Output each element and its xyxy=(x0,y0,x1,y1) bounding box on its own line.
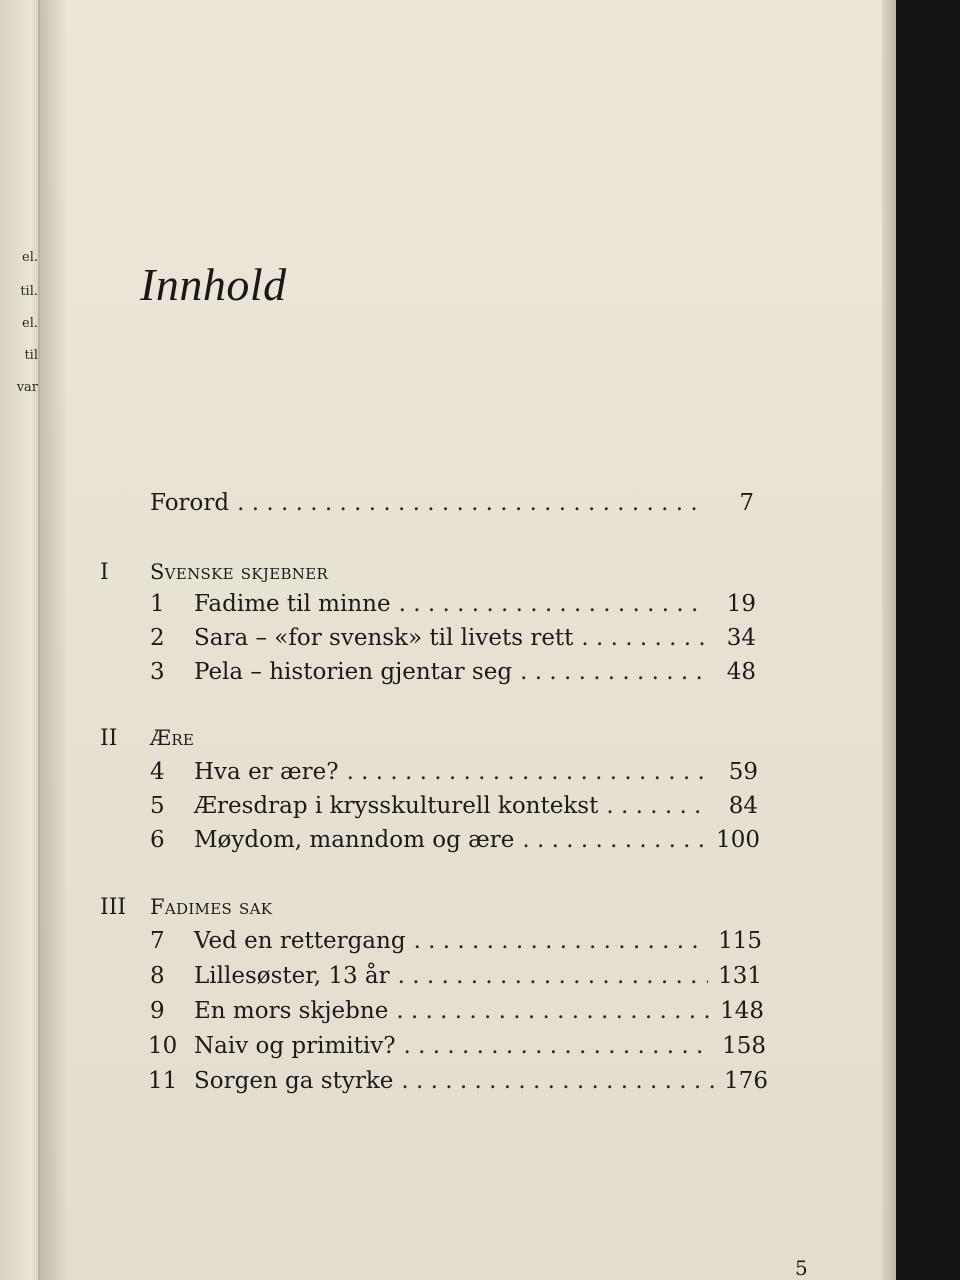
toc-entry-page: 34 xyxy=(726,625,756,651)
toc-entry-label: Hva er ære? xyxy=(194,759,339,785)
page-title: Innhold xyxy=(140,259,287,310)
book-page xyxy=(40,0,890,1280)
toc-entry-page: 48 xyxy=(726,659,756,685)
chapter-number: 2 xyxy=(150,625,165,651)
toc-entry xyxy=(194,1033,766,1059)
toc-entry-label: Sara – «for svensk» til livets rett xyxy=(194,625,574,651)
page-number: 5 xyxy=(795,1256,808,1280)
toc-entry-label: Æresdrap i krysskulturell kontekst xyxy=(194,793,599,819)
toc-entry-foreword xyxy=(150,490,754,516)
part-numeral: II xyxy=(100,726,118,751)
left-page-fragment: var xyxy=(16,380,38,395)
toc-entry-label: Naiv og primitiv? xyxy=(194,1033,396,1059)
toc-entry-label: Møydom, manndom og ære xyxy=(194,827,515,853)
toc-entry xyxy=(194,659,756,685)
chapter-number: 7 xyxy=(150,928,165,954)
chapter-number: 5 xyxy=(150,793,165,819)
toc-leader-dots xyxy=(414,928,709,954)
toc-entry-label: Ved en rettergang xyxy=(194,928,406,954)
part-numeral: I xyxy=(100,560,109,585)
left-page-fragment: til. xyxy=(20,284,38,299)
toc-entry xyxy=(194,827,760,853)
toc-leader-dots xyxy=(606,793,708,819)
toc-entry-page: 131 xyxy=(718,963,762,989)
chapter-number: 6 xyxy=(150,827,165,853)
toc-entry xyxy=(194,998,764,1024)
toc-leader-dots xyxy=(399,591,706,617)
toc-entry-label: En mors skjebne xyxy=(194,998,389,1024)
chapter-number: 4 xyxy=(150,759,165,785)
toc-entry-page: 84 xyxy=(728,793,758,819)
toc-entry-label: Sorgen ga styrke xyxy=(194,1068,394,1094)
chapter-number: 1 xyxy=(150,591,165,617)
toc-leader-dots xyxy=(237,490,704,516)
toc-entry-label: Forord xyxy=(150,490,230,516)
chapter-number: 10 xyxy=(148,1033,178,1059)
toc-entry xyxy=(194,963,762,989)
toc-leader-dots xyxy=(581,625,706,651)
toc-leader-dots xyxy=(522,827,706,853)
toc-entry-page: 148 xyxy=(720,998,764,1024)
part-title: Fadimes sak xyxy=(150,895,273,919)
part-numeral: III xyxy=(100,895,127,920)
toc-entry-page: 7 xyxy=(739,490,754,516)
toc-leader-dots xyxy=(404,1033,713,1059)
toc-entry-page: 158 xyxy=(722,1033,766,1059)
part-title: Svenske skjebner xyxy=(150,560,329,584)
toc-entry-page: 100 xyxy=(716,827,760,853)
page-gutter-shadow xyxy=(38,0,68,1280)
toc-leader-dots xyxy=(347,759,708,785)
toc-leader-dots xyxy=(398,963,708,989)
chapter-number: 11 xyxy=(148,1068,178,1094)
toc-entry xyxy=(194,625,756,651)
chapter-number: 3 xyxy=(150,659,165,685)
toc-leader-dots xyxy=(396,998,710,1024)
part-title: Ære xyxy=(150,726,195,750)
toc-entry xyxy=(194,793,758,819)
toc-leader-dots xyxy=(401,1068,714,1094)
toc-entry-label: Pela – historien gjentar seg xyxy=(194,659,513,685)
toc-entry xyxy=(194,928,762,954)
chapter-number: 9 xyxy=(150,998,165,1024)
page-right-edge xyxy=(882,0,896,1280)
toc-entry-label: Lillesøster, 13 år xyxy=(194,963,390,989)
left-page-fragment: til xyxy=(24,348,38,363)
toc-entry xyxy=(194,1068,768,1094)
toc-entry-page: 19 xyxy=(726,591,756,617)
toc-entry-page: 176 xyxy=(724,1068,768,1094)
toc-entry xyxy=(194,759,758,785)
toc-entry-page: 59 xyxy=(728,759,758,785)
left-page-fragment: el. xyxy=(22,250,38,265)
chapter-number: 8 xyxy=(150,963,165,989)
toc-entry xyxy=(194,591,756,617)
toc-entry-label: Fadime til minne xyxy=(194,591,391,617)
toc-entry-page: 115 xyxy=(718,928,762,954)
toc-leader-dots xyxy=(520,659,706,685)
left-page-fragment: el. xyxy=(22,316,38,331)
